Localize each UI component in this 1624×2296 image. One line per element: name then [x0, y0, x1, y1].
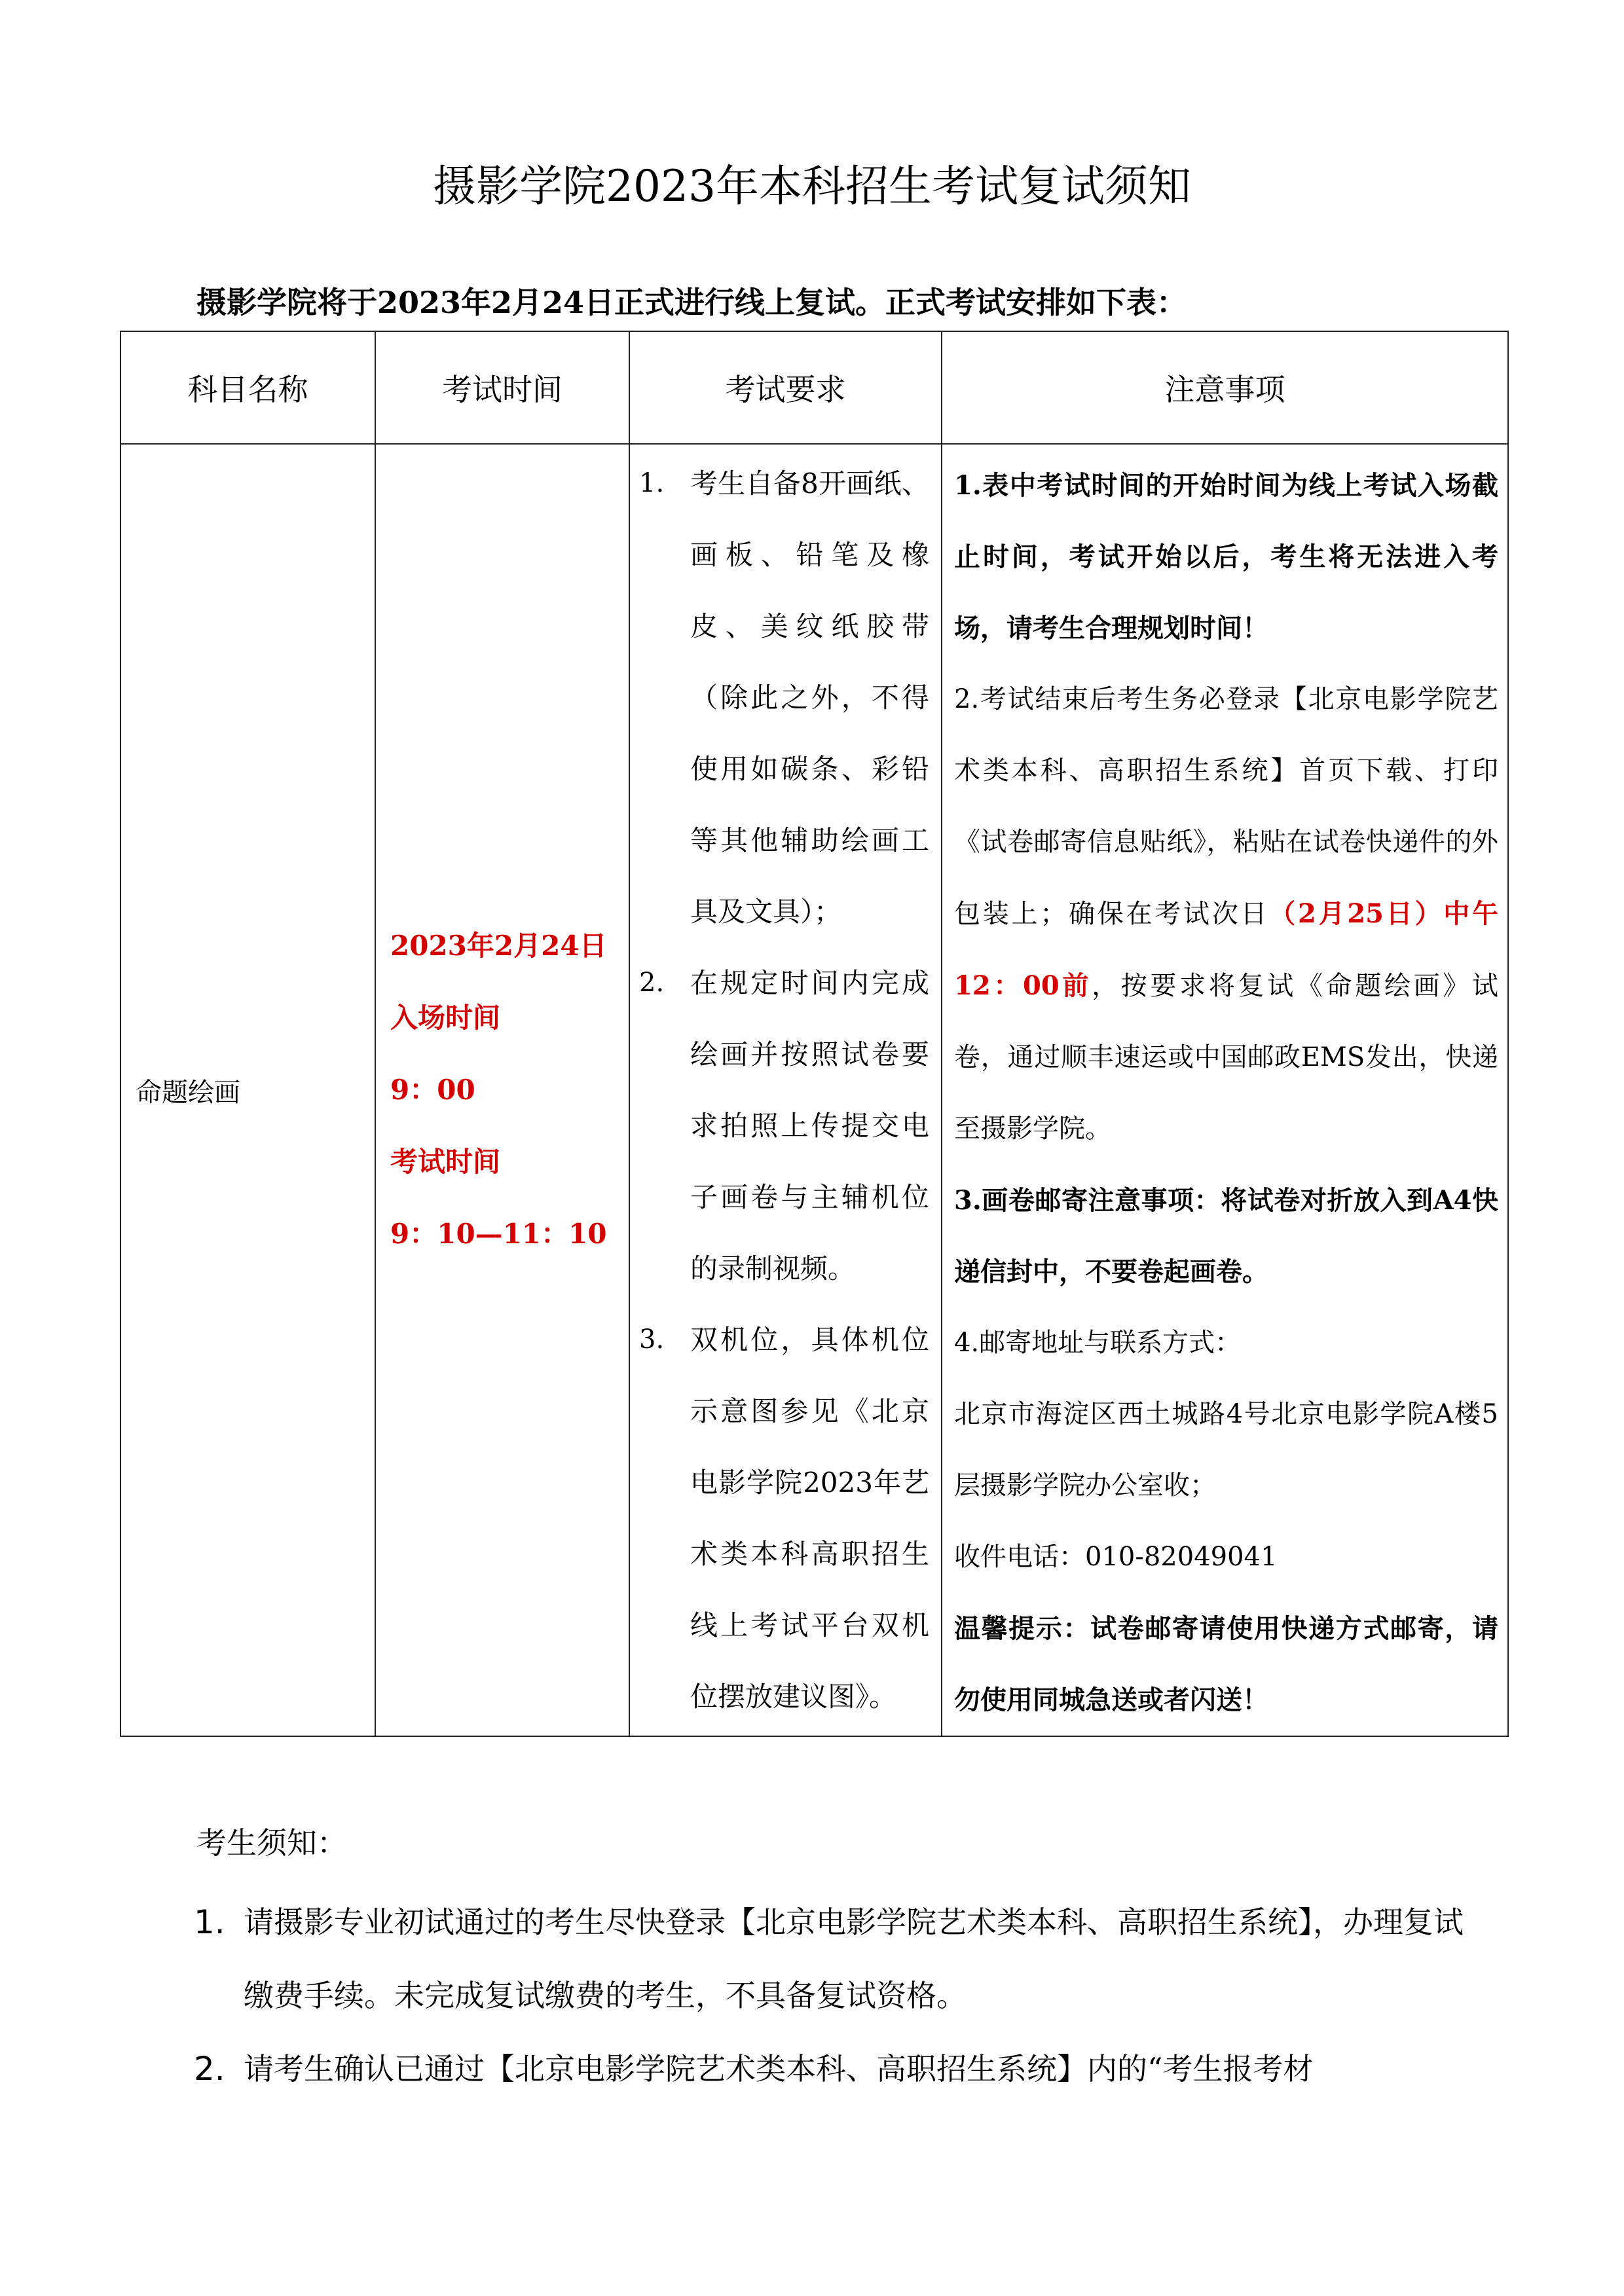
exam-time-value: 9：10—11：10	[390, 1218, 607, 1250]
requirement-text: 在规定时间内完成绘画并按照试卷要求拍照上传提交电子画卷与主辅机位的录制视频。	[690, 967, 929, 1285]
notice-heading: 考生须知：	[196, 1825, 347, 1861]
mailing-deadline: （2月25日）中午12：00前	[954, 898, 1498, 1001]
requirement-number: 1.	[639, 468, 665, 498]
entry-time-value: 9：00	[390, 1074, 475, 1106]
table-row	[120, 444, 1508, 1736]
header-notes: 注意事项	[942, 331, 1508, 444]
notice-list	[194, 1886, 1477, 2105]
intro-paragraph: 摄影学院将于2023年2月24日正式进行线上复试。正式考试安排如下表：	[196, 285, 1187, 320]
header-subject: 科目名称	[120, 331, 375, 444]
requirement-number: 3.	[639, 1324, 665, 1355]
exam-date: 2023年2月24日	[390, 930, 607, 962]
requirement-text: 考生自备8开画纸、画板、铅笔及橡皮、美纹纸胶带（除此之外，不得使用如碳条、彩铅等其他辅助绘画工具及文具）；	[690, 467, 929, 928]
page-title: 摄影学院2023年本科招生考试复试须知	[433, 161, 1191, 211]
note-mailing-text: 2.考试结束后考生务必登录【北京电影学院艺术类本科、高职招生系统】首页下载、打印《试卷邮寄信息贴纸》，粘贴在试卷快递件的外包装上；确保在考试次日	[954, 684, 1498, 929]
list-item	[194, 1886, 1477, 2032]
list-item	[194, 2032, 1477, 2105]
exam-schedule-table	[120, 331, 1509, 1737]
note-mailing	[954, 664, 1498, 1165]
header-time: 考试时间	[375, 331, 629, 444]
requirement-number: 2.	[639, 968, 665, 998]
note-address-heading: 4.邮寄地址与联系方式：	[954, 1328, 1242, 1358]
notes-cell	[942, 444, 1508, 1736]
notice-number: 2.	[194, 2050, 225, 2088]
notice-text: 请考生确认已通过【北京电影学院艺术类本科、高职招生系统】内的“考生报考材	[244, 2051, 1314, 2086]
requirement-text: 双机位，具体机位示意图参见《北京电影学院2023年艺术类本科高职招生线上考试平台双机位摆放建议图》。	[690, 1324, 929, 1713]
requirements-cell	[629, 444, 942, 1736]
note-packaging: 3.画卷邮寄注意事项：将试卷对折放入到A4快递信封中，不要卷起画卷。	[954, 1185, 1498, 1287]
requirement-item	[639, 947, 929, 1304]
requirement-item	[639, 448, 929, 947]
notice-number: 1.	[194, 1903, 225, 1941]
header-requirements: 考试要求	[629, 331, 942, 444]
note-mailing-text-end: ，按要求将复试《命题绘画》试卷，通过顺丰速运或中国邮政EMS发出，快递至摄影学院。	[954, 971, 1499, 1144]
exam-time-label: 考试时间	[390, 1146, 501, 1178]
note-phone: 收件电话：010-82049041	[954, 1542, 1278, 1572]
note-address: 北京市海淀区西土城路4号北京电影学院A楼5层摄影学院办公室收；	[954, 1399, 1498, 1501]
time-cell	[375, 444, 629, 1736]
entry-time-label: 入场时间	[390, 1002, 501, 1034]
requirement-item	[639, 1304, 929, 1732]
note-entry-deadline: 1.表中考试时间的开始时间为线上考试入场截止时间，考试开始以后，考生将无法进入考场，请考生合理规划时间！	[954, 470, 1498, 644]
note-warm-tip: 温馨提示：试卷邮寄请使用快递方式邮寄，请勿使用同城急送或者闪送！	[954, 1613, 1498, 1715]
table-header-row	[120, 331, 1508, 444]
notice-text: 请摄影专业初试通过的考生尽快登录【北京电影学院艺术类本科、高职招生系统】，办理复试缴费手续。未完成复试缴费的考生，不具备复试资格。	[244, 1904, 1464, 2013]
subject-cell: 命题绘画	[120, 444, 375, 1736]
